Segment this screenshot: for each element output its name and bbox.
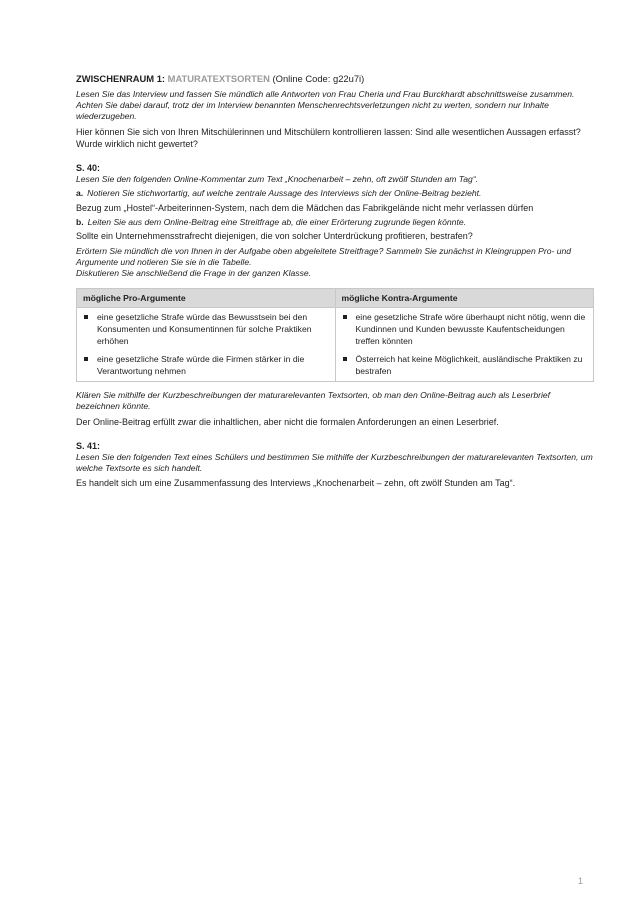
pro-header: mögliche Pro-Argumente bbox=[77, 289, 336, 308]
task-a bbox=[76, 188, 594, 200]
answer-a: Bezug zum „Hostel“-Arbeiterinnen-System, nach dem die Mädchen das Fabrikgelände nicht mehr verlassen dürfen bbox=[76, 202, 534, 213]
arguments-table-row bbox=[77, 308, 594, 382]
section-title-s41: S. 41: bbox=[76, 440, 101, 451]
discussion-followup: Diskutieren Sie anschließend die Frage in der ganzen Klasse. bbox=[76, 268, 312, 279]
task-b-text: Leiten Sie aus dem Online-Beitrag eine Streitfrage ab, die einer Erörterung zugrunde liegen könnte. bbox=[87, 216, 467, 227]
contra-list bbox=[340, 311, 590, 377]
contra-header: mögliche Kontra-Argumente bbox=[335, 289, 594, 308]
pro-argument: eine gesetzliche Strafe würde die Firmen stärker in die Verantwortung nehmen bbox=[81, 353, 331, 377]
pro-list bbox=[81, 311, 331, 377]
task-b-label: b. bbox=[76, 216, 84, 227]
task-a-text: Notieren Sie stichwortartig, auf welche zentrale Aussage des Interviews sich der Online-Beitrag bezieht. bbox=[87, 188, 482, 199]
heading-online-code: (Online Code: g22u7i) bbox=[272, 73, 365, 84]
heading-section-label: ZWISCHENRAUM 1: bbox=[76, 73, 166, 84]
contra-argument: Österreich hat keine Möglichkeit, ausländische Praktiken zu bestrafen bbox=[340, 353, 590, 377]
worksheet-page bbox=[76, 72, 594, 489]
s40-instruction: Lesen Sie den folgenden Online-Kommentar zum Text „Knochenarbeit – zehn, oft zwölf Stunden am Tag“. bbox=[76, 174, 479, 185]
pro-argument: eine gesetzliche Strafe würde das Bewusstsein bei den Konsumenten und Konsumentinnen für solche Praktiken erhöhen bbox=[81, 311, 331, 347]
discussion-instruction: Erörtern Sie mündlich die von Ihnen in der Aufgabe oben abgeleitete Streitfrage? Sammeln Sie zunächst in Kleingruppen Pro- und Argumente und notieren Sie sie in die Tabelle. bbox=[76, 245, 572, 267]
contra-argument: eine gesetzliche Strafe wöre überhaupt nicht nötig, wenn die Kundinnen und Kunden bewusste Kaufentscheidungen treffen könnten bbox=[340, 311, 590, 347]
leserbrief-instruction: Klären Sie mithilfe der Kurzbeschreibungen der maturarelevanten Textsorten, ob man den Online-Beitrag auch als Leserbrief bezeichnen könnte. bbox=[76, 390, 551, 412]
section-title-s40: S. 40: bbox=[76, 163, 101, 174]
pro-cell bbox=[77, 308, 336, 382]
s41-instruction: Lesen Sie den folgenden Text eines Schülers und bestimmen Sie mithilfe der Kurzbeschreibungen der maturarelevanten Textsorten, um welche Textsorte es sich handelt. bbox=[76, 451, 593, 474]
page-heading bbox=[76, 72, 594, 85]
heading-topic: MATURATEXTSORTEN bbox=[167, 73, 270, 84]
task-a-label: a. bbox=[76, 188, 84, 199]
arguments-table bbox=[76, 288, 594, 382]
answer-b: Sollte ein Unternehmensstrafrecht diejenigen, die von solcher Unterdrückung profitieren, bestrafen? bbox=[76, 231, 473, 242]
arguments-table-header bbox=[77, 289, 594, 308]
s41-answer: Es handelt sich um eine Zusammenfassung des Interviews „Knochenarbeit – zehn, oft zwölf Stunden am Tag“. bbox=[76, 478, 516, 489]
page-number: 1 bbox=[578, 876, 584, 886]
task-b bbox=[76, 217, 594, 229]
leserbrief-answer: Der Online-Beitrag erfüllt zwar die inhaltlichen, aber nicht die formalen Anforderungen an einen Leserbrief. bbox=[76, 416, 499, 427]
contra-cell bbox=[335, 308, 594, 382]
intro-instruction: Lesen Sie das Interview und fassen Sie mündlich alle Antworten von Frau Cheria und Frau Burckhardt abschnittsweise zusammen. Achten Sie dabei darauf, trotz der im Interview benannten Menschenrechtsverletzungen nicht zu werten, sondern nur Inhalte wiederzugeben. bbox=[76, 89, 575, 122]
intro-note: Hier können Sie sich von Ihren Mitschülerinnen und Mitschülern kontrollieren lassen: Sind alle wesentlichen Aussagen erfasst? Wurde wirklich nicht gewertet? bbox=[76, 126, 581, 149]
